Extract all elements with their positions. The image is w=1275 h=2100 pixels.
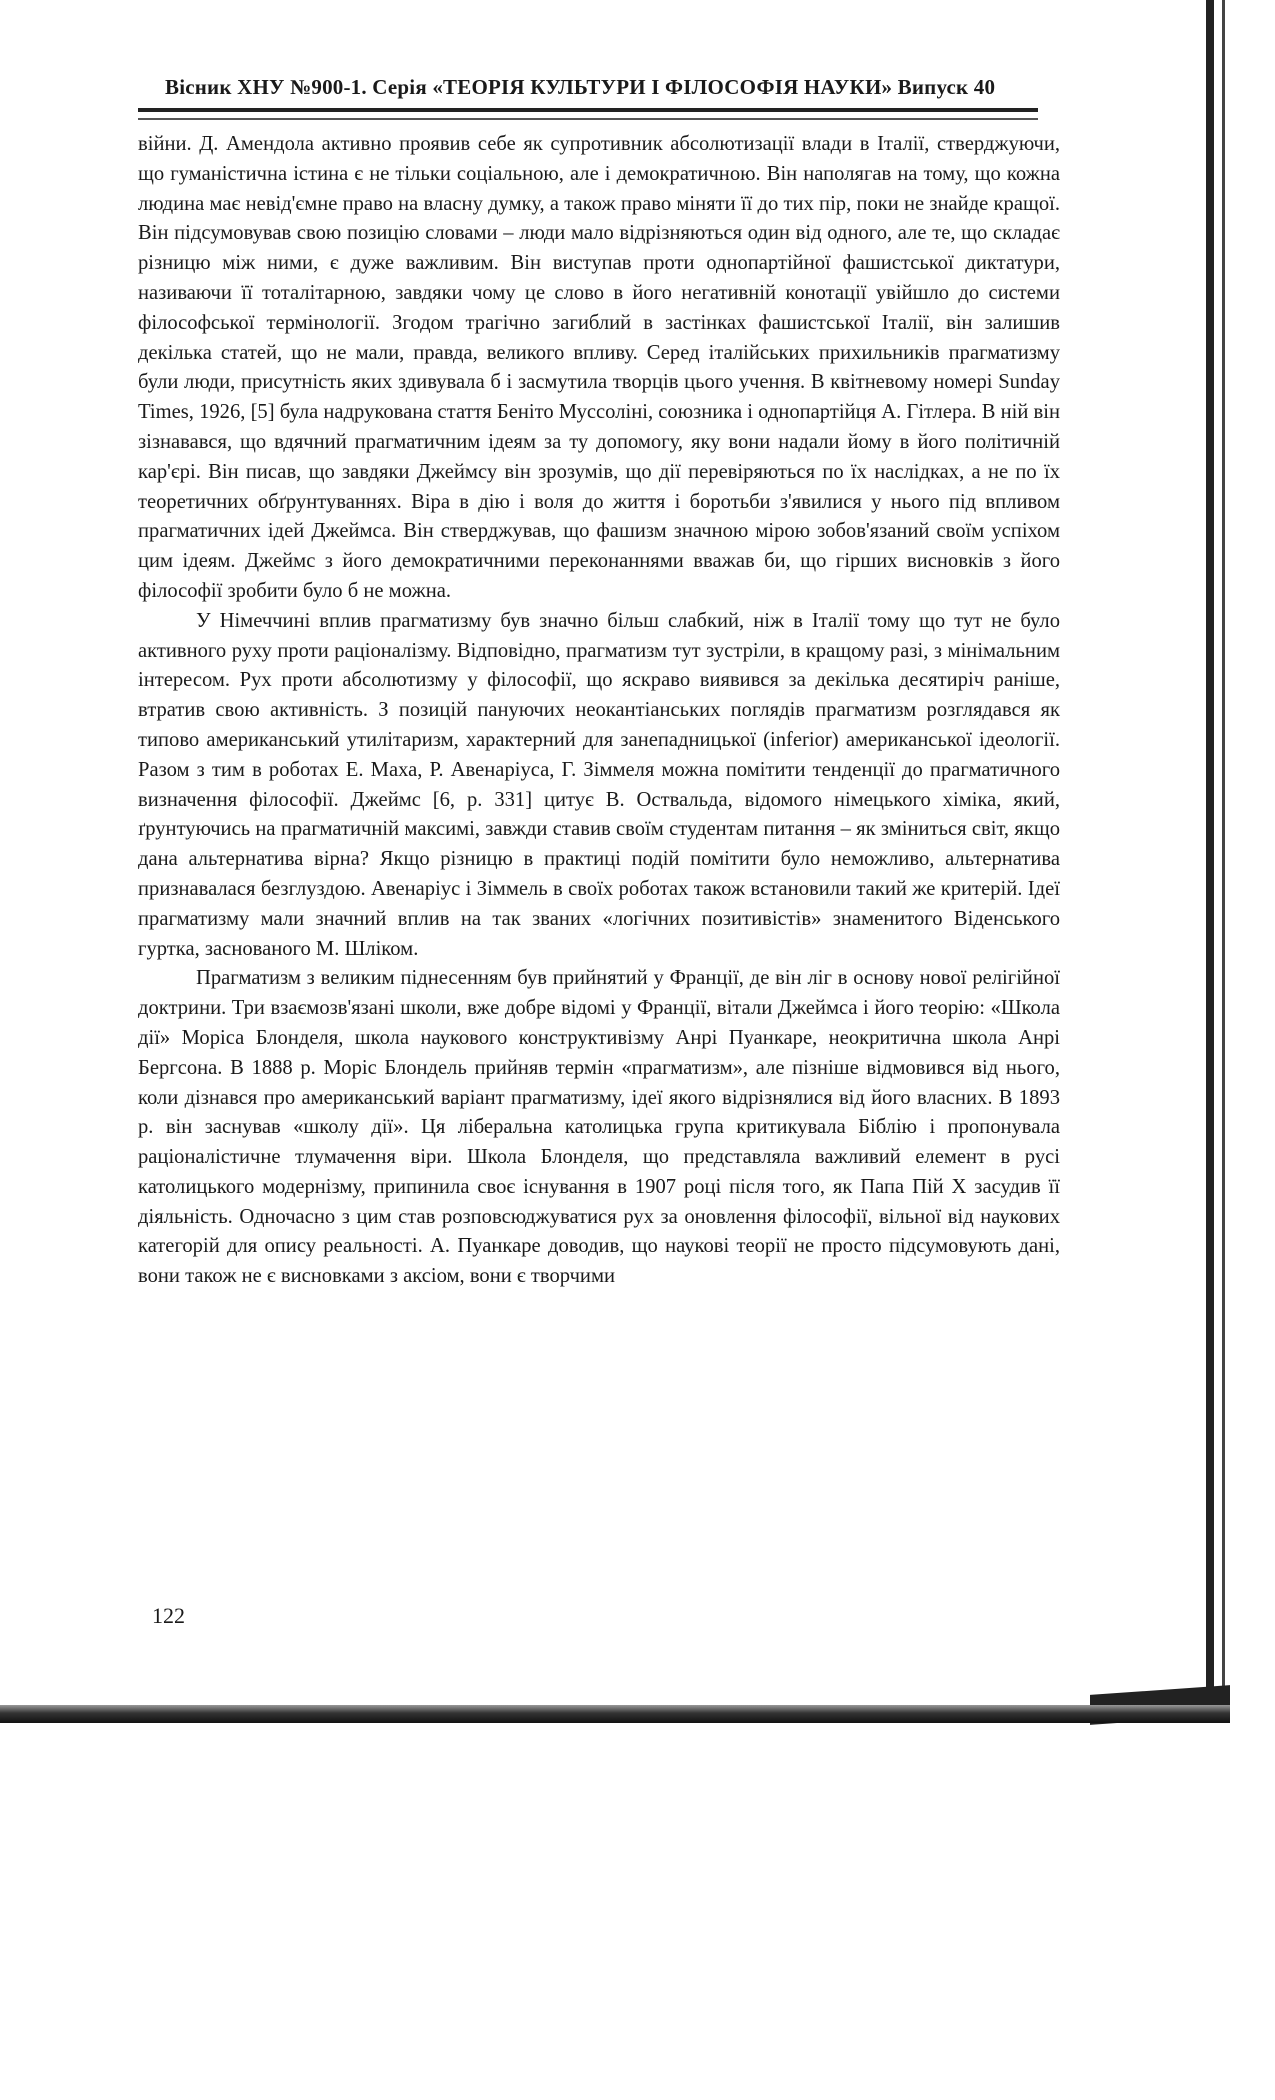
page-number: 122: [152, 1603, 185, 1628]
paragraph: Прагматизм з великим піднесенням був прийнятий у Франції, де він ліг в основу нової релігійної доктрини. Три взаємозв'язані школи, вже добре відомі у Франції, вітали Джеймса і його теорію: «Школа дії» Моріса Блонделя, школа наукового конструктивізму Анрі Пуанкаре, неокритична школа Анрі Бергсона. В 1888 р. Моріс Блондель прийняв термін «прагматизм», але пізніше відмовився від нього, коли дізнався про американський варіант прагматизму, ідеї якого відрізнялися від його власних. В 1893 р. він заснував «школу дії». Ця ліберальна католицька група критикувала Біблію і пропонувала раціоналістичне тлумачення віри. Школа Блонделя, що представляла важливий елемент в русі католицького модернізму, припинила своє існування в 1907 році після того, як Папа Пій X засудив її діяльність. Одночасно з цим став розповсюджуватися рух за оновлення філософії, вільної від наукових категорій для опису реальності. А. Пуанкаре доводив, що наукові теорії не просто підсумовують дані, вони також не є висновками з аксіом, вони є творчими: [138, 967, 1060, 1288]
journal-header: Вісник ХНУ №900-1. Серія «ТЕОРІЯ КУЛЬТУРИ І ФІЛОСОФІЯ НАУКИ» Випуск 40: [165, 75, 996, 99]
scan-edge-right-thin: [1222, 0, 1225, 1710]
header-rule: [138, 108, 1038, 112]
paragraph: У Німеччині вплив прагматизму був значно більш слабкий, ніж в Італії тому що тут не було активного руху проти раціоналізму. Відповідно, прагматизм тут зустріли, в кращому разі, з мінімальним інтересом. Рух проти абсолютизму у філософії, що яскраво виявився за декілька десятиріч раніше, втратив свою активність. З позицій пануючих неокантіанських поглядів прагматизм розглядався як типово американський утилітаризм, характерний для занепадницької (inferior) американської ідеології. Разом з тим в роботах Е. Маха, Р. Авенаріуса, Г. Зіммеля можна помітити тенденції до прагматичного визначення філософії. Джеймс [6, p. 331] цитує В. Оствальда, відомого німецького хіміка, який, ґрунтуючись на прагматичній максимі, завжди ставив своїм студентам питання – як зміниться світ, якщо дана альтернатива вірна? Якщо різницю в практиці подій помітити було неможливо, альтернатива признавалася безглуздою. Авенаріус і Зіммель в своїх роботах також встановили такий же критерій. Ідеї прагматизму мали значний вплив на так званих «логічних позитивістів» знаменитого Віденського гуртка, заснованого М. Шліком.: [138, 609, 1060, 960]
scan-edge-right: [1206, 0, 1214, 1705]
scan-edge-bottom: [0, 1705, 1230, 1723]
header-rule-thin: [138, 118, 1038, 120]
paragraph: війни. Д. Амендола активно проявив себе як супротивник абсолютизації влади в Італії, стверджуючи, що гуманістична істина є не тільки соціальною, але і демократичною. Він наполягав на тому, що кожна людина має невід'ємне право на власну думку, а також право міняти її до тих пір, поки не знайде кращої. Він підсумовував свою позицію словами – люди мало відрізняються один від одного, але те, що складає різницю між ними, є дуже важливим. Він виступав проти однопартійної фашистської диктатури, називаючи її тоталітарною, завдяки чому це слово в його негативній конотації увійшло до системи філософської термінології. Згодом трагічно загиблий в застінках фашистської Італії, він залишив декілька статей, що не мали, правда, великого впливу. Серед італійських прихильників прагматизму були люди, присутність яких здивувала б і засмутила творців цього учення. В квітневому номері Sunday Times, 1926, [5] була надрукована стаття Беніто Муссоліні, союзника і однопартійця А. Гітлера. В ній він зізнавався, що вдячний прагматичним ідеям за ту допомогу, яку вони надали йому в його політичній кар'єрі. Він писав, що завдяки Джеймсу він зрозумів, що дії перевіряються по їх наслідках, а не по їх теоретичних обґрунтуваннях. Віра в дію і воля до життя і боротьби з'явилися у нього під впливом прагматичних ідей Джеймса. Він стверджував, що фашизм значною мірою зобов'язаний своїм успіхом цим ідеям. Джеймс з його демократичними переконаннями вважав би, що гірших висновків з його філософії зробити було б не можна.: [138, 133, 1060, 602]
article-body: [138, 130, 1060, 1292]
